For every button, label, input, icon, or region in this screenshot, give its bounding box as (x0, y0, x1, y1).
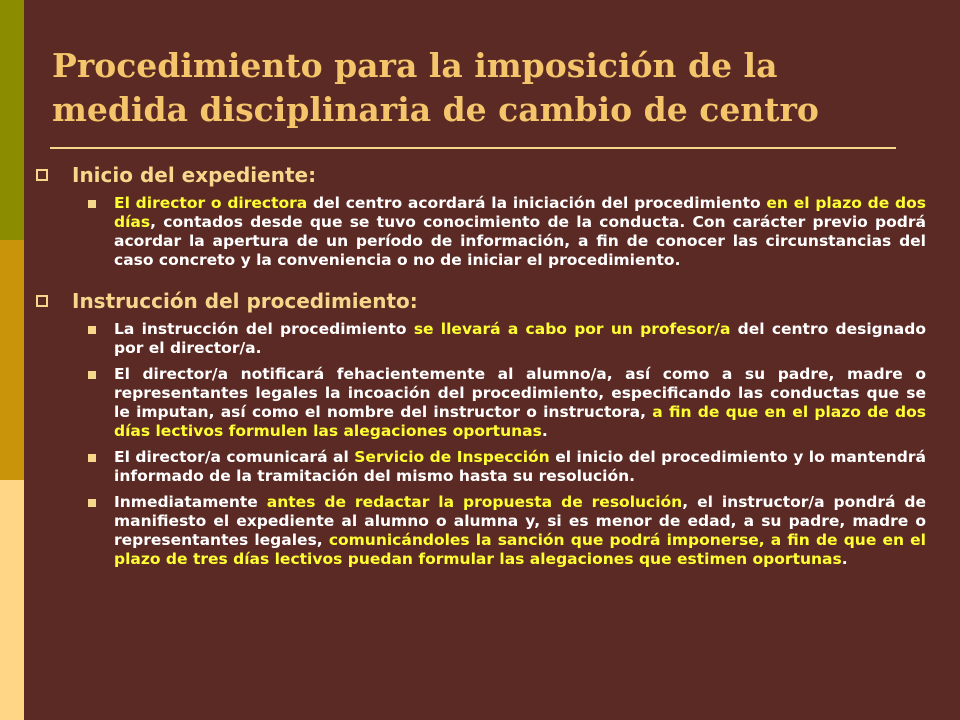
section-item-list (36, 194, 926, 270)
list-item (36, 194, 926, 270)
section-heading-row (36, 160, 926, 190)
text-run: . (541, 422, 548, 440)
highlighted-text: El director o directora (114, 194, 308, 212)
text-run: el inicio del procedimiento y lo mantendrá informado de la tramitación del mismo hasta su resolución. (114, 448, 927, 485)
title-divider (50, 147, 896, 149)
list-item (36, 365, 926, 441)
item-text (114, 194, 926, 269)
slide-title-line-2: medida disciplinaria de cambio de centro (52, 90, 819, 129)
highlighted-text: Servicio de Inspección (354, 448, 550, 466)
slide-title (52, 44, 932, 132)
highlighted-text: antes de redactar la propuesta de resolución (266, 493, 683, 511)
square-bullet-icon (88, 326, 96, 334)
section-item-list (36, 320, 926, 569)
section-heading-row (36, 286, 926, 316)
stripe-olive (0, 0, 24, 240)
stripe-gold (0, 240, 24, 480)
text-run: del centro designado por el director/a. (114, 320, 926, 357)
text-run: . (841, 550, 848, 568)
text-run: Inmediatamente (114, 493, 267, 511)
square-bullet-icon (36, 169, 48, 181)
highlighted-text: en el plazo de dos días (114, 194, 926, 231)
section-inicio-expediente (36, 160, 926, 270)
text-run: , contados desde que se tuvo conocimiento de la conducta. Con carácter previo podrá acordar la apertura de un período de información, a fin de conocer las circunstancias del caso concreto y la conveniencia o no de iniciar el procedimiento. (114, 213, 926, 269)
text-run: El director/a comunicará al (114, 448, 355, 466)
list-item (36, 493, 926, 569)
text-run: del centro acordará la iniciación del procedimiento (307, 194, 767, 212)
text-run: , el instructor/a pondrá de manifiesto el expediente al alumno o alumna y, si es menor de edad, a su padre, madre o representantes legales, (114, 493, 927, 549)
item-text (114, 320, 926, 357)
decorative-side-stripes (0, 0, 24, 720)
list-item (36, 448, 926, 486)
text-run: La instrucción del procedimiento (114, 320, 414, 338)
stripe-cream (0, 480, 24, 720)
text-run: El director/a notificará fehacientemente al alumno/a, así como a su padre, madre o representantes legales la incoación del procedimiento, especificando las conductas que se le imputan, así como el nombre del instructor o instructora, (114, 365, 926, 421)
item-text (114, 365, 926, 440)
square-bullet-icon (88, 499, 96, 507)
slide-body (36, 160, 926, 576)
list-item (36, 320, 926, 358)
section-heading: Inicio del expediente: (72, 163, 317, 187)
item-text (114, 493, 926, 568)
square-bullet-icon (36, 295, 48, 307)
section-heading: Instrucción del procedimiento: (72, 289, 418, 313)
square-bullet-icon (88, 200, 96, 208)
item-text (114, 448, 926, 485)
highlighted-text: a fin de que en el plazo de dos días lectivos formulen las alegaciones oportunas (114, 403, 926, 440)
highlighted-text: se llevará a cabo por un profesor/a (413, 320, 731, 338)
slide-title-line-1: Procedimiento para la imposición de la (52, 46, 778, 85)
square-bullet-icon (88, 371, 96, 379)
highlighted-text: comunicándoles la sanción que podrá imponerse, a fin de que en el plazo de tres días lectivos puedan formular las alegaciones que estimen oportunas (114, 531, 926, 568)
square-bullet-icon (88, 454, 96, 462)
section-instruccion-procedimiento (36, 286, 926, 569)
